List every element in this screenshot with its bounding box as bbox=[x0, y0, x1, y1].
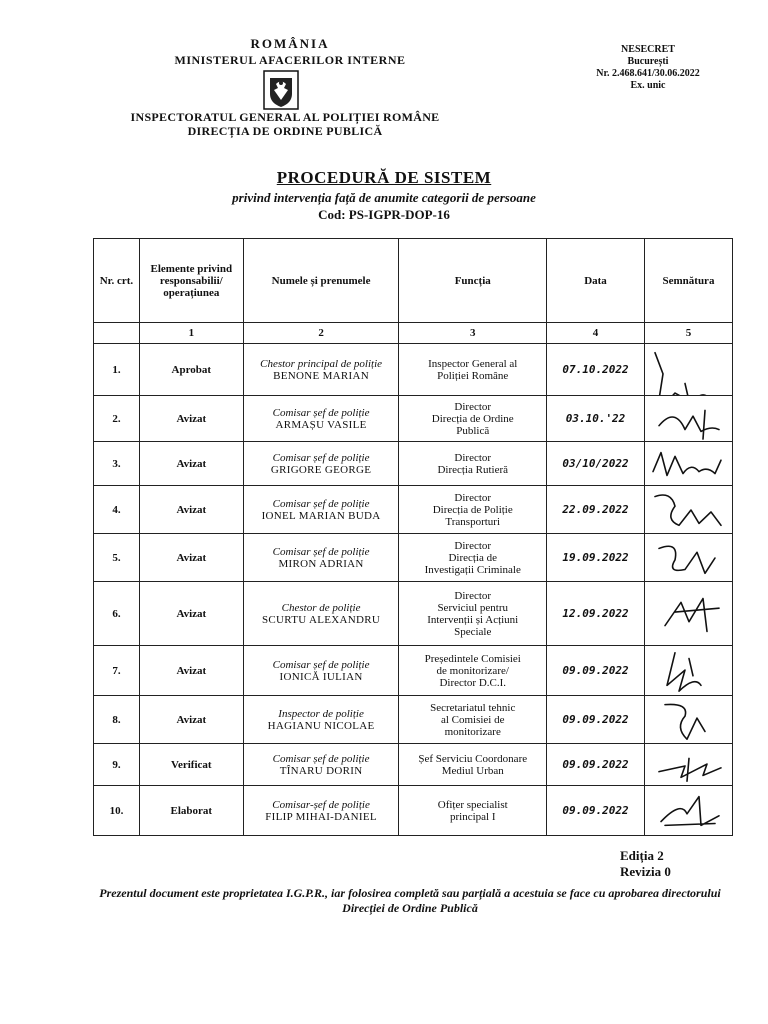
person-name: SCURTU ALEXANDRU bbox=[262, 613, 381, 626]
row-person-cell bbox=[243, 344, 399, 396]
document-title-block bbox=[0, 168, 768, 223]
revision-label: Revizia 0 bbox=[620, 864, 671, 879]
person-name: TÎNARU DORIN bbox=[279, 764, 363, 777]
row-person-cell bbox=[243, 646, 399, 696]
copies-note: Ex. unic bbox=[630, 80, 666, 91]
row-signature bbox=[644, 786, 732, 836]
row-number: 6. bbox=[94, 582, 140, 646]
directorate-name: DIRECȚIA DE ORDINE PUBLICĂ bbox=[187, 124, 383, 138]
function-line: Direcția Rutieră bbox=[437, 463, 509, 476]
col-header-element: Elemente privind responsabilii/ operațiunea bbox=[139, 239, 243, 323]
handwritten-signature-icon bbox=[645, 583, 731, 645]
function-line: Director bbox=[454, 491, 492, 504]
handwritten-signature-icon bbox=[645, 745, 731, 785]
signature-stroke bbox=[665, 704, 705, 739]
signature-stroke bbox=[659, 546, 715, 573]
row-function-cell bbox=[399, 696, 547, 744]
person-name: IONICĂ IULIAN bbox=[279, 670, 363, 683]
function-line: Șef Serviciu Coordonare bbox=[418, 752, 528, 765]
row-person-cell bbox=[243, 696, 399, 744]
row-person-cell bbox=[243, 582, 399, 646]
table-row bbox=[94, 396, 733, 442]
person-name: IONEL MARIAN BUDA bbox=[261, 509, 381, 522]
document-code: Cod: PS-IGPR-DOP-16 bbox=[318, 207, 450, 222]
person-rank: Chestor de poliție bbox=[281, 601, 361, 614]
signature-stroke bbox=[659, 410, 719, 439]
coat-of-arms-icon bbox=[263, 70, 299, 110]
row-signature bbox=[644, 696, 732, 744]
edition-label: Ediția 2 bbox=[620, 848, 664, 863]
handwritten-signature-icon bbox=[645, 787, 731, 835]
handwritten-signature-icon bbox=[645, 397, 731, 441]
signature-stroke bbox=[659, 758, 721, 781]
table-row bbox=[94, 344, 733, 396]
row-number: 3. bbox=[94, 442, 140, 486]
person-name: ARMAȘU VASILE bbox=[275, 418, 367, 431]
row-number: 10. bbox=[94, 786, 140, 836]
ministry-name: MINISTERUL AFACERILOR INTERNE bbox=[174, 53, 406, 67]
inspectorate-name: INSPECTORATUL GENERAL AL POLIȚIEI ROMÂNE bbox=[130, 110, 440, 124]
row-date: 09.09.2022 bbox=[547, 786, 645, 836]
row-number: 2. bbox=[94, 396, 140, 442]
row-element: Avizat bbox=[139, 442, 243, 486]
function-line: Direcția de Ordine bbox=[431, 412, 514, 425]
function-line: Secretariatul tehnic bbox=[430, 701, 516, 714]
row-function-cell bbox=[399, 786, 547, 836]
col-header-function: Funcția bbox=[399, 239, 547, 323]
person-rank: Comisar șef de poliție bbox=[272, 406, 370, 419]
row-person-cell bbox=[243, 534, 399, 582]
row-function-cell bbox=[399, 396, 547, 442]
function-line: Inspector General al bbox=[428, 357, 518, 370]
signature-stroke bbox=[653, 452, 721, 475]
function-line: Investigații Criminale bbox=[424, 563, 521, 576]
row-function-cell bbox=[399, 442, 547, 486]
person-rank: Inspector de poliție bbox=[278, 707, 364, 720]
function-line: Poliției Române bbox=[437, 369, 509, 382]
row-element: Avizat bbox=[139, 486, 243, 534]
table-row bbox=[94, 744, 733, 786]
table-row bbox=[94, 646, 733, 696]
row-function-cell bbox=[399, 344, 547, 396]
row-date: 09.09.2022 bbox=[547, 696, 645, 744]
function-line: Director D.C.I. bbox=[439, 676, 507, 689]
row-element: Aprobat bbox=[139, 344, 243, 396]
row-function-cell bbox=[399, 744, 547, 786]
row-date: 22.09.2022 bbox=[547, 486, 645, 534]
person-rank: Comisar-șef de poliție bbox=[272, 798, 370, 811]
header-left bbox=[100, 36, 480, 68]
index-cell: 4 bbox=[547, 323, 645, 344]
document-subtitle: privind intervenția față de anumite categorii de persoane bbox=[232, 190, 536, 205]
document-title: PROCEDURĂ DE SISTEM bbox=[276, 168, 492, 187]
registration-number: Nr. 2.468.641/30.06.2022 bbox=[596, 68, 700, 79]
signature-stroke bbox=[655, 352, 715, 394]
row-signature bbox=[644, 534, 732, 582]
function-line: Publică bbox=[456, 424, 490, 437]
row-signature bbox=[644, 442, 732, 486]
table-row bbox=[94, 696, 733, 744]
function-line: Intervenții și Acțiuni bbox=[427, 613, 519, 626]
approval-table bbox=[93, 238, 733, 836]
person-rank: Comisar șef de poliție bbox=[272, 451, 370, 464]
table-row bbox=[94, 786, 733, 836]
person-rank: Chestor principal de poliție bbox=[260, 357, 383, 370]
row-element: Avizat bbox=[139, 582, 243, 646]
country-name: ROMÂNIA bbox=[250, 36, 330, 51]
function-line: Direcția de Poliție bbox=[432, 503, 513, 516]
person-name: FILIP MIHAI-DANIEL bbox=[265, 810, 377, 823]
index-cell: 2 bbox=[243, 323, 399, 344]
row-function-cell bbox=[399, 534, 547, 582]
row-element: Elaborat bbox=[139, 786, 243, 836]
handwritten-signature-icon bbox=[645, 535, 731, 581]
classification-level: NESECRET bbox=[621, 44, 675, 55]
index-cell: 1 bbox=[139, 323, 243, 344]
col-header-name: Numele și prenumele bbox=[243, 239, 399, 323]
col-header-date: Data bbox=[547, 239, 645, 323]
table-body bbox=[94, 344, 733, 836]
function-line: Director bbox=[454, 539, 492, 552]
person-name: MIRON ADRIAN bbox=[278, 557, 364, 570]
row-function-cell bbox=[399, 486, 547, 534]
handwritten-signature-icon bbox=[645, 697, 731, 743]
row-number: 5. bbox=[94, 534, 140, 582]
row-signature bbox=[644, 486, 732, 534]
row-number: 9. bbox=[94, 744, 140, 786]
function-line: Ofițer specialist bbox=[437, 798, 508, 811]
row-number: 8. bbox=[94, 696, 140, 744]
row-function-cell bbox=[399, 646, 547, 696]
person-name: HAGIANU NICOLAE bbox=[267, 719, 375, 732]
row-signature bbox=[644, 396, 732, 442]
signature-stroke bbox=[661, 796, 719, 825]
handwritten-signature-icon bbox=[645, 345, 731, 395]
row-signature bbox=[644, 646, 732, 696]
row-element: Avizat bbox=[139, 646, 243, 696]
col-header-signature: Semnătura bbox=[644, 239, 732, 323]
signature-stroke bbox=[667, 652, 701, 690]
person-name: GRIGORE GEORGE bbox=[270, 463, 372, 476]
table-header-row bbox=[94, 239, 733, 323]
row-function-cell bbox=[399, 582, 547, 646]
index-cell: 5 bbox=[644, 323, 732, 344]
function-line: Președintele Comisiei bbox=[424, 652, 521, 665]
handwritten-signature-icon bbox=[645, 647, 731, 695]
table-row bbox=[94, 582, 733, 646]
signature-stroke bbox=[665, 598, 719, 631]
row-date: 09.09.2022 bbox=[547, 646, 645, 696]
row-person-cell bbox=[243, 786, 399, 836]
row-signature bbox=[644, 744, 732, 786]
handwritten-signature-icon bbox=[645, 487, 731, 533]
table-row bbox=[94, 486, 733, 534]
edition-block bbox=[620, 848, 671, 880]
index-cell-empty bbox=[94, 323, 140, 344]
person-rank: Comisar șef de poliție bbox=[272, 658, 370, 671]
row-element: Avizat bbox=[139, 396, 243, 442]
row-person-cell bbox=[243, 396, 399, 442]
row-element: Avizat bbox=[139, 696, 243, 744]
person-rank: Comisar șef de poliție bbox=[272, 497, 370, 510]
row-date: 03/10/2022 bbox=[547, 442, 645, 486]
function-line: Director bbox=[454, 400, 492, 413]
table-index-row bbox=[94, 323, 733, 344]
person-rank: Comisar șef de poliție bbox=[272, 545, 370, 558]
row-signature bbox=[644, 582, 732, 646]
row-date: 12.09.2022 bbox=[547, 582, 645, 646]
person-rank: Comisar șef de poliție bbox=[272, 752, 370, 765]
row-number: 1. bbox=[94, 344, 140, 396]
table-row bbox=[94, 534, 733, 582]
person-name: BENONE MARIAN bbox=[273, 369, 369, 382]
row-date: 03.10.'22 bbox=[547, 396, 645, 442]
row-person-cell bbox=[243, 744, 399, 786]
function-line: principal I bbox=[449, 810, 496, 823]
row-element: Verificat bbox=[139, 744, 243, 786]
function-line: monitorizare bbox=[444, 725, 501, 738]
row-number: 4. bbox=[94, 486, 140, 534]
row-number: 7. bbox=[94, 646, 140, 696]
function-line: de monitorizare/ bbox=[436, 664, 509, 677]
classification-block bbox=[548, 44, 748, 92]
row-person-cell bbox=[243, 442, 399, 486]
row-signature bbox=[644, 344, 732, 396]
table-row bbox=[94, 442, 733, 486]
function-line: Transporturi bbox=[445, 515, 501, 528]
function-line: Speciale bbox=[454, 625, 492, 638]
function-line: Serviciul pentru bbox=[437, 601, 509, 614]
handwritten-signature-icon bbox=[645, 443, 731, 485]
col-header-nr: Nr. crt. bbox=[94, 239, 140, 323]
institution-block bbox=[90, 110, 480, 138]
classification-city: București bbox=[627, 56, 669, 67]
function-line: Director bbox=[454, 589, 492, 602]
row-date: 07.10.2022 bbox=[547, 344, 645, 396]
ownership-notice: Prezentul document este proprietatea I.G.P.R., iar folosirea completă sau parțială a acestuia se face cu aprobarea directorului Direcției de Ordine Publică bbox=[99, 886, 721, 915]
row-element: Avizat bbox=[139, 534, 243, 582]
function-line: Director bbox=[454, 451, 492, 464]
index-cell: 3 bbox=[399, 323, 547, 344]
row-date: 19.09.2022 bbox=[547, 534, 645, 582]
function-line: al Comisiei de bbox=[440, 713, 505, 726]
row-person-cell bbox=[243, 486, 399, 534]
signature-stroke bbox=[655, 495, 721, 525]
function-line: Direcția de bbox=[448, 551, 498, 564]
row-date: 09.09.2022 bbox=[547, 744, 645, 786]
function-line: Mediul Urban bbox=[441, 764, 504, 777]
